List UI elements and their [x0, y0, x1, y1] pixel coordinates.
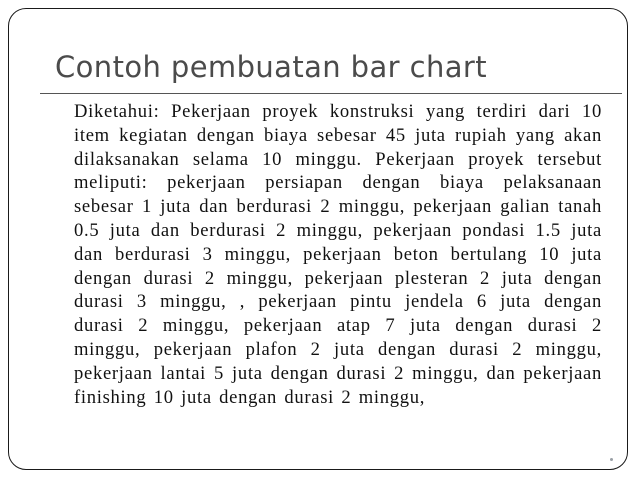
slide-title: Contoh pembuatan bar chart: [55, 50, 487, 84]
title-divider: [40, 93, 622, 94]
slide-body-text: Diketahui: Pekerjaan proyek konstruksi yang terdiri dari 10 item kegiatan dengan biaya sebesar 45 juta rupiah yang akan dilaksanakan selama 10 minggu. Pekerjaan proyek tersebut meliputi: pekerjaan persiapan dengan biaya pelaksanaan sebesar 1 juta dan berdurasi 2 minggu, pekerjaan galian tanah 0.5 juta dan berdurasi 2 minggu, pekerjaan pondasi 1.5 juta dan berdurasi 3 minggu, pekerjaan beton bertulang 10 juta dengan durasi 2 minggu, pekerjaan plesteran 2 juta dengan durasi 3 minggu, , pekerjaan pintu jendela 6 juta dengan durasi 2 minggu, pekerjaan atap 7 juta dengan durasi 2 minggu, pekerjaan plafon 2 juta dengan durasi 2 minggu, pekerjaan lantai 5 juta dengan durasi 2 minggu, dan pekerjaan finishing 10 juta dengan durasi 2 minggu,: [74, 101, 602, 408]
corner-dot-marker: [610, 458, 613, 461]
